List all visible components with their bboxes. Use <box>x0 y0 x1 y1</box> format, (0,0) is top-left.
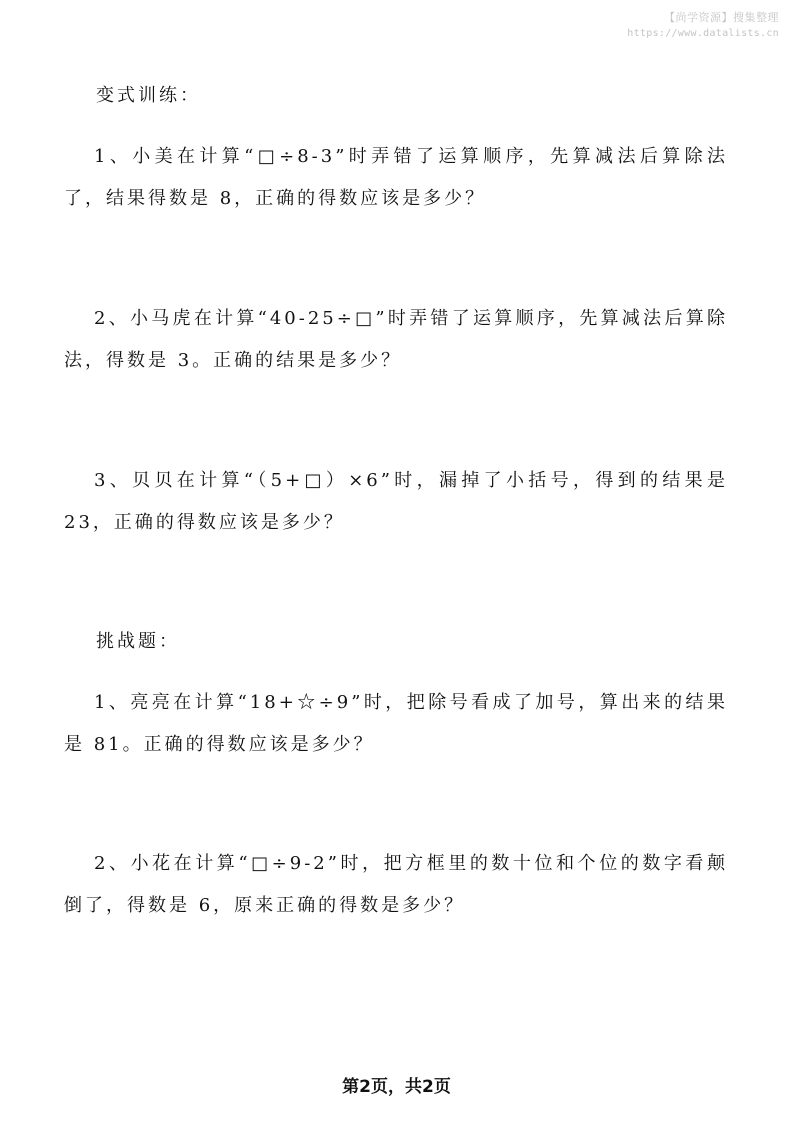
variant-problem-2: 2、小马虎在计算“40-25÷□”时弄错了运算顺序，先算减法后算除法，得数是 3。正确的结果是多少？ <box>64 308 728 371</box>
watermark-source: 【尚学资源】搜集整理 <box>664 11 779 24</box>
section-title-variant-training: 变式训练： <box>96 85 201 106</box>
variant-problem-1: 1、小美在计算“□÷8-3”时弄错了运算顺序，先算减法后算除法了，结果得数是 8，正确的得数应该是多少？ <box>64 146 728 209</box>
variant-problem-3: 3、贝贝在计算“（5+□）×6”时，漏掉了小括号，得到的结果是 23，正确的得数应该是多少？ <box>64 470 728 533</box>
challenge-problem-2: 2、小花在计算“□÷9-2”时，把方框里的数十位和个位的数字看颠倒了，得数是 6，原来正确的得数是多少？ <box>64 853 728 916</box>
section-title-challenge: 挑战题： <box>96 631 180 652</box>
page-number: 第2页，共2页 <box>342 1077 451 1097</box>
watermark <box>627 10 779 42</box>
watermark-url: https://www.datalists.cn <box>627 28 779 39</box>
challenge-problem-1: 1、亮亮在计算“18+☆÷9”时，把除号看成了加号，算出来的结果是 81。正确的得数应该是多少？ <box>64 692 728 755</box>
